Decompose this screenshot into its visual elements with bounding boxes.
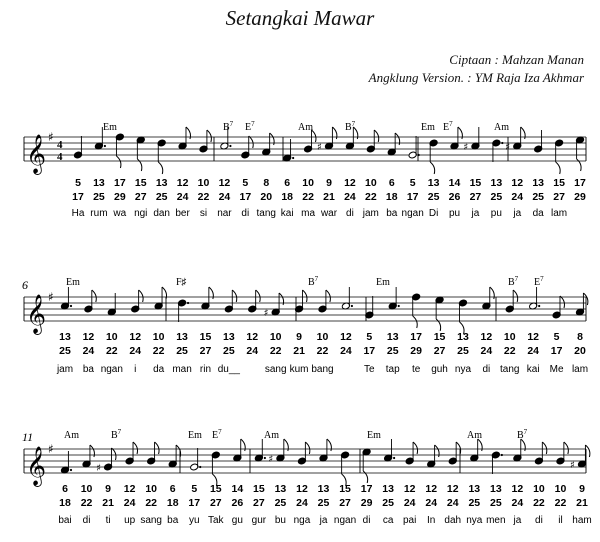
note-flag xyxy=(139,290,144,302)
lyric-syllable: ngi xyxy=(134,208,148,219)
arranger-credit: Angklung Version. : YM Raja Iza Akhmar xyxy=(368,70,584,85)
note-flag xyxy=(92,290,97,302)
angklung-number-bottom: 25 xyxy=(490,191,503,203)
lyric-syllable: nya xyxy=(454,364,472,375)
lyric-syllable: dan xyxy=(153,208,171,219)
angklung-number-bottom: 24 xyxy=(218,191,231,203)
chord-symbol: Am xyxy=(64,430,79,441)
angklung-number-top: 5 xyxy=(75,177,81,189)
chord-symbol: Em xyxy=(367,430,381,441)
angklung-number-bottom: 27 xyxy=(199,345,212,357)
note-dot xyxy=(104,145,106,147)
note-flag xyxy=(326,290,331,302)
note-dot xyxy=(351,305,353,307)
note-flag xyxy=(560,296,565,308)
angklung-number-bottom: 18 xyxy=(385,191,398,203)
lyric-syllable: ba xyxy=(82,364,94,375)
angklung-number-bottom: 17 xyxy=(188,497,201,509)
angklung-number-top: 13 xyxy=(490,177,503,189)
angklung-number-bottom: 17 xyxy=(239,191,252,203)
angklung-number-top: 10 xyxy=(302,177,314,189)
sharp-accidental-icon: ♯ xyxy=(263,308,269,319)
angklung-number-top: 17 xyxy=(113,177,126,189)
lyric-syllable: te xyxy=(411,364,421,375)
note-dot xyxy=(501,454,503,456)
angklung-number-bottom: 29 xyxy=(574,191,586,203)
angklung-number-top: 14 xyxy=(448,177,461,189)
angklung-number-top: 9 xyxy=(326,177,332,189)
angklung-number-top: 10 xyxy=(145,483,158,495)
lyric-syllable: gu xyxy=(231,515,243,526)
angklung-number-bottom: 17 xyxy=(363,345,376,357)
angklung-number-bottom: 25 xyxy=(176,345,188,357)
angklung-number-top: 9 xyxy=(296,331,303,343)
angklung-number-top: 10 xyxy=(80,483,93,495)
chord-symbol: Em xyxy=(421,122,435,133)
angklung-number-top: 13 xyxy=(155,177,168,189)
angklung-number-top: 5 xyxy=(553,331,560,343)
note-dot xyxy=(292,157,294,159)
angklung-number-bottom: 25 xyxy=(468,497,481,509)
lyric-syllable: ba xyxy=(386,208,398,219)
angklung-number-top: 6 xyxy=(169,483,176,495)
note-flag xyxy=(305,442,310,454)
sharp-key-icon: ♯ xyxy=(48,130,54,144)
lyric-syllable: nar xyxy=(217,208,232,219)
lyric-syllable: pu xyxy=(448,208,461,219)
angklung-number-bottom: 24 xyxy=(511,191,524,203)
lyric-syllable: nga xyxy=(293,515,311,526)
angklung-number-bottom: 27 xyxy=(553,191,565,203)
angklung-number-top: 9 xyxy=(105,483,112,495)
angklung-number-bottom: 18 xyxy=(281,191,294,203)
note-dot xyxy=(501,142,503,144)
note-dot xyxy=(393,457,395,459)
angklung-number-bottom: 24 xyxy=(527,345,540,357)
chord-symbol: $B^7$ xyxy=(308,275,319,288)
angklung-number-top: 15 xyxy=(433,331,446,343)
lyric-syllable: ham xyxy=(572,515,592,526)
lyric-syllable: pai xyxy=(402,515,417,526)
angklung-number-bottom: 27 xyxy=(209,497,222,509)
angklung-number-bottom: 24 xyxy=(446,497,459,509)
note-flag xyxy=(513,290,518,302)
angklung-number-bottom: 22 xyxy=(554,497,567,509)
angklung-number-bottom: 25 xyxy=(274,497,287,509)
angklung-number-bottom: 24 xyxy=(340,345,352,357)
sharp-key-icon: ♯ xyxy=(48,290,54,304)
lyric-syllable: di xyxy=(482,364,491,375)
angklung-number-bottom: 25 xyxy=(489,497,502,509)
angklung-number-top: 10 xyxy=(503,331,516,343)
angklung-number-top: 17 xyxy=(574,177,586,189)
angklung-number-bottom: 25 xyxy=(223,345,235,357)
note-dot xyxy=(264,457,266,459)
note-flag xyxy=(133,442,138,454)
lyric-syllable: tang xyxy=(500,364,520,375)
lyric-syllable: i xyxy=(134,364,137,375)
composer-credit: Ciptaan : Mahzan Manan xyxy=(449,52,584,67)
angklung-number-bottom: 24 xyxy=(129,345,142,357)
lyric-syllable: ja xyxy=(319,515,328,526)
sharp-accidental-icon: ♯ xyxy=(570,460,575,471)
angklung-number-top: 15 xyxy=(553,177,565,189)
note-flag xyxy=(413,442,418,454)
angklung-number-bottom: 27 xyxy=(469,191,482,203)
angklung-number-bottom: 24 xyxy=(425,497,438,509)
time-signature-bottom: 4 xyxy=(57,151,63,163)
angklung-number-bottom: 22 xyxy=(316,345,329,357)
note-flag xyxy=(249,136,254,148)
sharp-accidental-icon: ♯ xyxy=(505,142,511,153)
angklung-number-bottom: 21 xyxy=(102,497,114,509)
angklung-number-bottom: 29 xyxy=(410,345,422,357)
treble-clef-icon: 𝄞 xyxy=(26,446,47,486)
lyric-syllable: sang xyxy=(264,364,287,375)
note-flag xyxy=(374,130,379,142)
chord-symbol: $E^7$ xyxy=(534,275,544,288)
angklung-number-bottom: 25 xyxy=(457,345,469,357)
chord-symbol: $B^7$ xyxy=(111,428,122,441)
angklung-number-bottom: 18 xyxy=(166,497,179,509)
lyric-syllable: In xyxy=(427,515,436,526)
angklung-number-bottom: 22 xyxy=(269,345,282,357)
angklung-number-bottom: 25 xyxy=(382,497,394,509)
angklung-number-bottom: 20 xyxy=(574,345,586,357)
lyric-syllable: kai xyxy=(280,208,294,219)
angklung-number-bottom: 22 xyxy=(533,497,545,509)
chord-symbol: Em xyxy=(103,122,117,133)
angklung-number-top: 10 xyxy=(364,177,377,189)
angklung-number-bottom: 25 xyxy=(427,191,440,203)
lyric-syllable: da xyxy=(532,208,544,219)
sharp-accidental-icon: ♯ xyxy=(96,463,101,474)
angklung-number-bottom: 25 xyxy=(93,191,105,203)
chord-symbol: Em xyxy=(66,277,80,288)
angklung-number-bottom: 22 xyxy=(105,345,118,357)
angklung-number-top: 13 xyxy=(176,331,188,343)
angklung-number-top: 13 xyxy=(223,331,235,343)
angklung-number-top: 12 xyxy=(82,331,95,343)
angklung-number-top: 13 xyxy=(382,483,394,495)
lyric-syllable: yu xyxy=(188,515,200,526)
lyric-syllable: ca xyxy=(382,515,394,526)
measure-number: 6 xyxy=(22,278,28,292)
angklung-number-bottom: 22 xyxy=(197,191,210,203)
angklung-number-top: 10 xyxy=(533,483,545,495)
angklung-number-top: 12 xyxy=(123,483,136,495)
angklung-number-bottom: 24 xyxy=(511,497,524,509)
angklung-number-bottom: 22 xyxy=(80,497,93,509)
angklung-number-bottom: 25 xyxy=(155,191,168,203)
angklung-number-bottom: 25 xyxy=(386,345,399,357)
angklung-number-top: 5 xyxy=(191,483,198,495)
angklung-number-top: 12 xyxy=(340,331,352,343)
angklung-number-bottom: 25 xyxy=(532,191,545,203)
angklung-number-top: 13 xyxy=(386,331,399,343)
lyric-syllable: ti xyxy=(105,515,111,526)
lyric-syllable: tap xyxy=(385,364,400,375)
chord-symbol: $B^7$ xyxy=(517,428,528,441)
angklung-number-top: 13 xyxy=(532,177,545,189)
angklung-number-top: 5 xyxy=(242,177,249,189)
angklung-number-top: 14 xyxy=(231,483,244,495)
lyric-syllable: tang xyxy=(256,208,276,219)
chord-symbol: $E^7$ xyxy=(245,120,255,133)
note-flag xyxy=(232,290,237,302)
angklung-number-bottom: 26 xyxy=(231,497,244,509)
angklung-number-top: 8 xyxy=(263,177,270,189)
angklung-number-bottom: 24 xyxy=(296,497,308,509)
angklung-number-bottom: 17 xyxy=(72,191,84,203)
chord-symbol: $B^7$ xyxy=(223,120,234,133)
note-flag xyxy=(155,442,160,454)
lyric-syllable: Ha xyxy=(71,208,85,219)
chord-symbol: $B^7$ xyxy=(508,275,519,288)
angklung-number-bottom: 27 xyxy=(253,497,265,509)
note-flag xyxy=(413,316,418,328)
angklung-number-top: 12 xyxy=(296,483,308,495)
note-flag xyxy=(158,162,163,174)
time-signature-top: 4 xyxy=(57,139,63,151)
note-dot xyxy=(187,302,189,304)
angklung-number-top: 6 xyxy=(62,483,68,495)
angklung-number-top: 15 xyxy=(199,331,212,343)
lyric-syllable: lam xyxy=(551,208,568,219)
angklung-number-bottom: 24 xyxy=(246,345,259,357)
chord-symbol: $E^7$ xyxy=(212,428,222,441)
lyric-syllable: ja xyxy=(471,208,480,219)
lyric-syllable: Te xyxy=(364,364,375,375)
angklung-number-bottom: 21 xyxy=(323,191,335,203)
angklung-number-bottom: 25 xyxy=(317,497,330,509)
angklung-number-top: 5 xyxy=(409,177,416,189)
lyric-syllable: du__ xyxy=(217,364,240,375)
lyric-syllable: bang xyxy=(311,364,334,375)
lyric-syllable: war xyxy=(320,208,338,219)
angklung-number-bottom: 22 xyxy=(152,345,165,357)
sharp-accidental-icon: ♯ xyxy=(317,142,322,153)
lyric-syllable: ber xyxy=(175,208,190,219)
sharp-accidental-icon: ♯ xyxy=(268,454,274,465)
measure-number: 11 xyxy=(22,430,34,444)
angklung-number-bottom: 17 xyxy=(550,345,563,357)
angklung-number-bottom: 20 xyxy=(260,191,273,203)
angklung-number-bottom: 21 xyxy=(576,497,588,509)
lyric-syllable: kum xyxy=(289,364,309,375)
lyric-syllable: rin xyxy=(199,364,212,375)
lyric-syllable: guh xyxy=(431,364,448,375)
angklung-number-top: 6 xyxy=(388,177,395,189)
lyric-syllable: Tak xyxy=(208,515,224,526)
lyric-syllable: Di xyxy=(428,208,439,219)
angklung-number-top: 12 xyxy=(218,177,231,189)
angklung-number-top: 13 xyxy=(427,177,440,189)
angklung-number-top: 12 xyxy=(129,331,142,343)
lyric-syllable: di xyxy=(241,208,250,219)
angklung-number-top: 13 xyxy=(317,483,330,495)
chord-symbol: $E^7$ xyxy=(443,120,453,133)
lyric-syllable: bu xyxy=(274,515,286,526)
angklung-number-top: 12 xyxy=(527,331,540,343)
lyric-syllable: wa xyxy=(113,208,127,219)
lyric-syllable: da xyxy=(153,364,165,375)
note-flag xyxy=(430,162,435,174)
chord-symbol: Am xyxy=(264,430,279,441)
note-dot xyxy=(199,466,201,468)
angklung-number-bottom: 27 xyxy=(433,345,446,357)
note-dot xyxy=(398,305,400,307)
angklung-number-top: 17 xyxy=(360,483,373,495)
lyric-syllable: man xyxy=(172,364,192,375)
chord-symbol: Em xyxy=(376,277,390,288)
chord-symbol: F♯ xyxy=(176,277,187,288)
angklung-number-top: 12 xyxy=(480,331,493,343)
angklung-number-bottom: 21 xyxy=(293,345,305,357)
note-dot xyxy=(538,305,540,307)
chord-symbol: Am xyxy=(298,122,313,133)
angklung-number-bottom: 22 xyxy=(503,345,516,357)
angklung-number-bottom: 24 xyxy=(344,191,356,203)
lyric-syllable: pu xyxy=(490,208,502,219)
chord-symbol: Am xyxy=(494,122,509,133)
lyric-syllable: ja xyxy=(513,208,522,219)
angklung-number-top: 12 xyxy=(511,177,524,189)
angklung-number-top: 12 xyxy=(246,331,259,343)
lyric-syllable: ngan xyxy=(100,364,123,375)
angklung-number-bottom: 24 xyxy=(480,345,493,357)
note-dot xyxy=(418,154,420,156)
angklung-number-bottom: 24 xyxy=(403,497,416,509)
note-flag xyxy=(116,156,121,168)
lyric-syllable: di xyxy=(535,515,543,526)
lyric-syllable: si xyxy=(199,208,208,219)
lyric-syllable: bai xyxy=(58,515,72,526)
lyric-syllable: men xyxy=(486,515,506,526)
angklung-number-bottom: 27 xyxy=(339,497,351,509)
angklung-number-bottom: 22 xyxy=(302,191,314,203)
angklung-number-bottom: 24 xyxy=(82,345,95,357)
angklung-number-top: 13 xyxy=(274,483,287,495)
angklung-number-top: 13 xyxy=(59,331,71,343)
lyric-syllable: ma xyxy=(301,208,316,219)
angklung-number-top: 10 xyxy=(197,177,210,189)
angklung-number-bottom: 18 xyxy=(59,497,71,509)
note-flag xyxy=(564,442,569,454)
note-dot xyxy=(229,145,231,147)
angklung-number-top: 12 xyxy=(403,483,416,495)
angklung-number-top: 13 xyxy=(489,483,502,495)
lyric-syllable: ngan xyxy=(333,515,357,526)
angklung-number-top: 6 xyxy=(284,177,291,189)
angklung-number-bottom: 22 xyxy=(145,497,158,509)
note-flag xyxy=(542,442,547,454)
angklung-number-top: 12 xyxy=(446,483,459,495)
lyric-syllable: sang xyxy=(140,515,163,526)
angklung-number-top: 12 xyxy=(344,177,356,189)
lyric-syllable: lam xyxy=(571,364,589,375)
angklung-number-top: 17 xyxy=(410,331,422,343)
angklung-number-top: 8 xyxy=(577,331,583,343)
lyric-syllable: rum xyxy=(90,208,108,219)
angklung-number-bottom: 17 xyxy=(406,191,419,203)
angklung-number-bottom: 24 xyxy=(123,497,136,509)
chord-symbol: Em xyxy=(188,430,202,441)
angklung-number-top: 13 xyxy=(93,177,105,189)
song-title: Setangkai Mawar xyxy=(225,6,375,30)
note-flag xyxy=(207,130,212,142)
lyric-syllable: di xyxy=(362,515,371,526)
angklung-number-top: 13 xyxy=(457,331,469,343)
angklung-number-top: 15 xyxy=(134,177,147,189)
angklung-number-top: 9 xyxy=(579,483,585,495)
lyric-syllable: jam xyxy=(362,208,379,219)
angklung-number-top: 13 xyxy=(468,483,481,495)
treble-clef-icon: 𝄞 xyxy=(26,134,47,174)
sharp-key-icon: ♯ xyxy=(48,442,54,456)
angklung-number-bottom: 29 xyxy=(360,497,373,509)
angklung-number-top: 15 xyxy=(469,177,482,189)
angklung-number-top: 15 xyxy=(339,483,351,495)
angklung-number-top: 10 xyxy=(269,331,282,343)
angklung-number-bottom: 27 xyxy=(134,191,147,203)
angklung-number-top: 15 xyxy=(209,483,222,495)
lyric-syllable: di xyxy=(82,515,91,526)
note-flag xyxy=(111,448,116,460)
sharp-accidental-icon: ♯ xyxy=(463,142,469,153)
note-dot xyxy=(70,305,72,307)
treble-clef-icon: 𝄞 xyxy=(26,294,47,334)
lyric-syllable: il xyxy=(558,515,563,526)
angklung-number-bottom: 24 xyxy=(176,191,189,203)
chord-symbol: $B^7$ xyxy=(345,120,356,133)
lyric-syllable: kai xyxy=(526,364,540,375)
lyric-syllable: dah xyxy=(444,515,462,526)
lyric-syllable: ngan xyxy=(401,208,424,219)
lyric-syllable: Me xyxy=(549,364,564,375)
lyric-syllable: jam xyxy=(56,364,74,375)
note-flag xyxy=(302,290,307,302)
angklung-number-top: 10 xyxy=(152,331,165,343)
note-dot xyxy=(70,469,72,471)
angklung-number-top: 12 xyxy=(425,483,438,495)
lyric-syllable: nya xyxy=(466,515,483,526)
note-flag xyxy=(256,290,261,302)
lyric-syllable: ba xyxy=(167,515,179,526)
chord-symbol: Am xyxy=(467,430,482,441)
angklung-number-top: 10 xyxy=(105,331,118,343)
angklung-number-top: 10 xyxy=(554,483,567,495)
angklung-number-top: 12 xyxy=(176,177,189,189)
angklung-number-top: 5 xyxy=(366,331,373,343)
lyric-syllable: ja xyxy=(513,515,522,526)
note-flag xyxy=(556,162,561,174)
angklung-number-bottom: 29 xyxy=(113,191,126,203)
lyric-syllable: up xyxy=(124,515,136,526)
angklung-number-bottom: 25 xyxy=(59,345,71,357)
angklung-number-top: 12 xyxy=(511,483,524,495)
lyric-syllable: gur xyxy=(251,515,267,526)
lyric-syllable: di xyxy=(346,208,354,219)
angklung-number-bottom: 26 xyxy=(448,191,461,203)
angklung-number-bottom: 22 xyxy=(364,191,377,203)
angklung-number-top: 15 xyxy=(253,483,265,495)
angklung-number-top: 10 xyxy=(316,331,329,343)
